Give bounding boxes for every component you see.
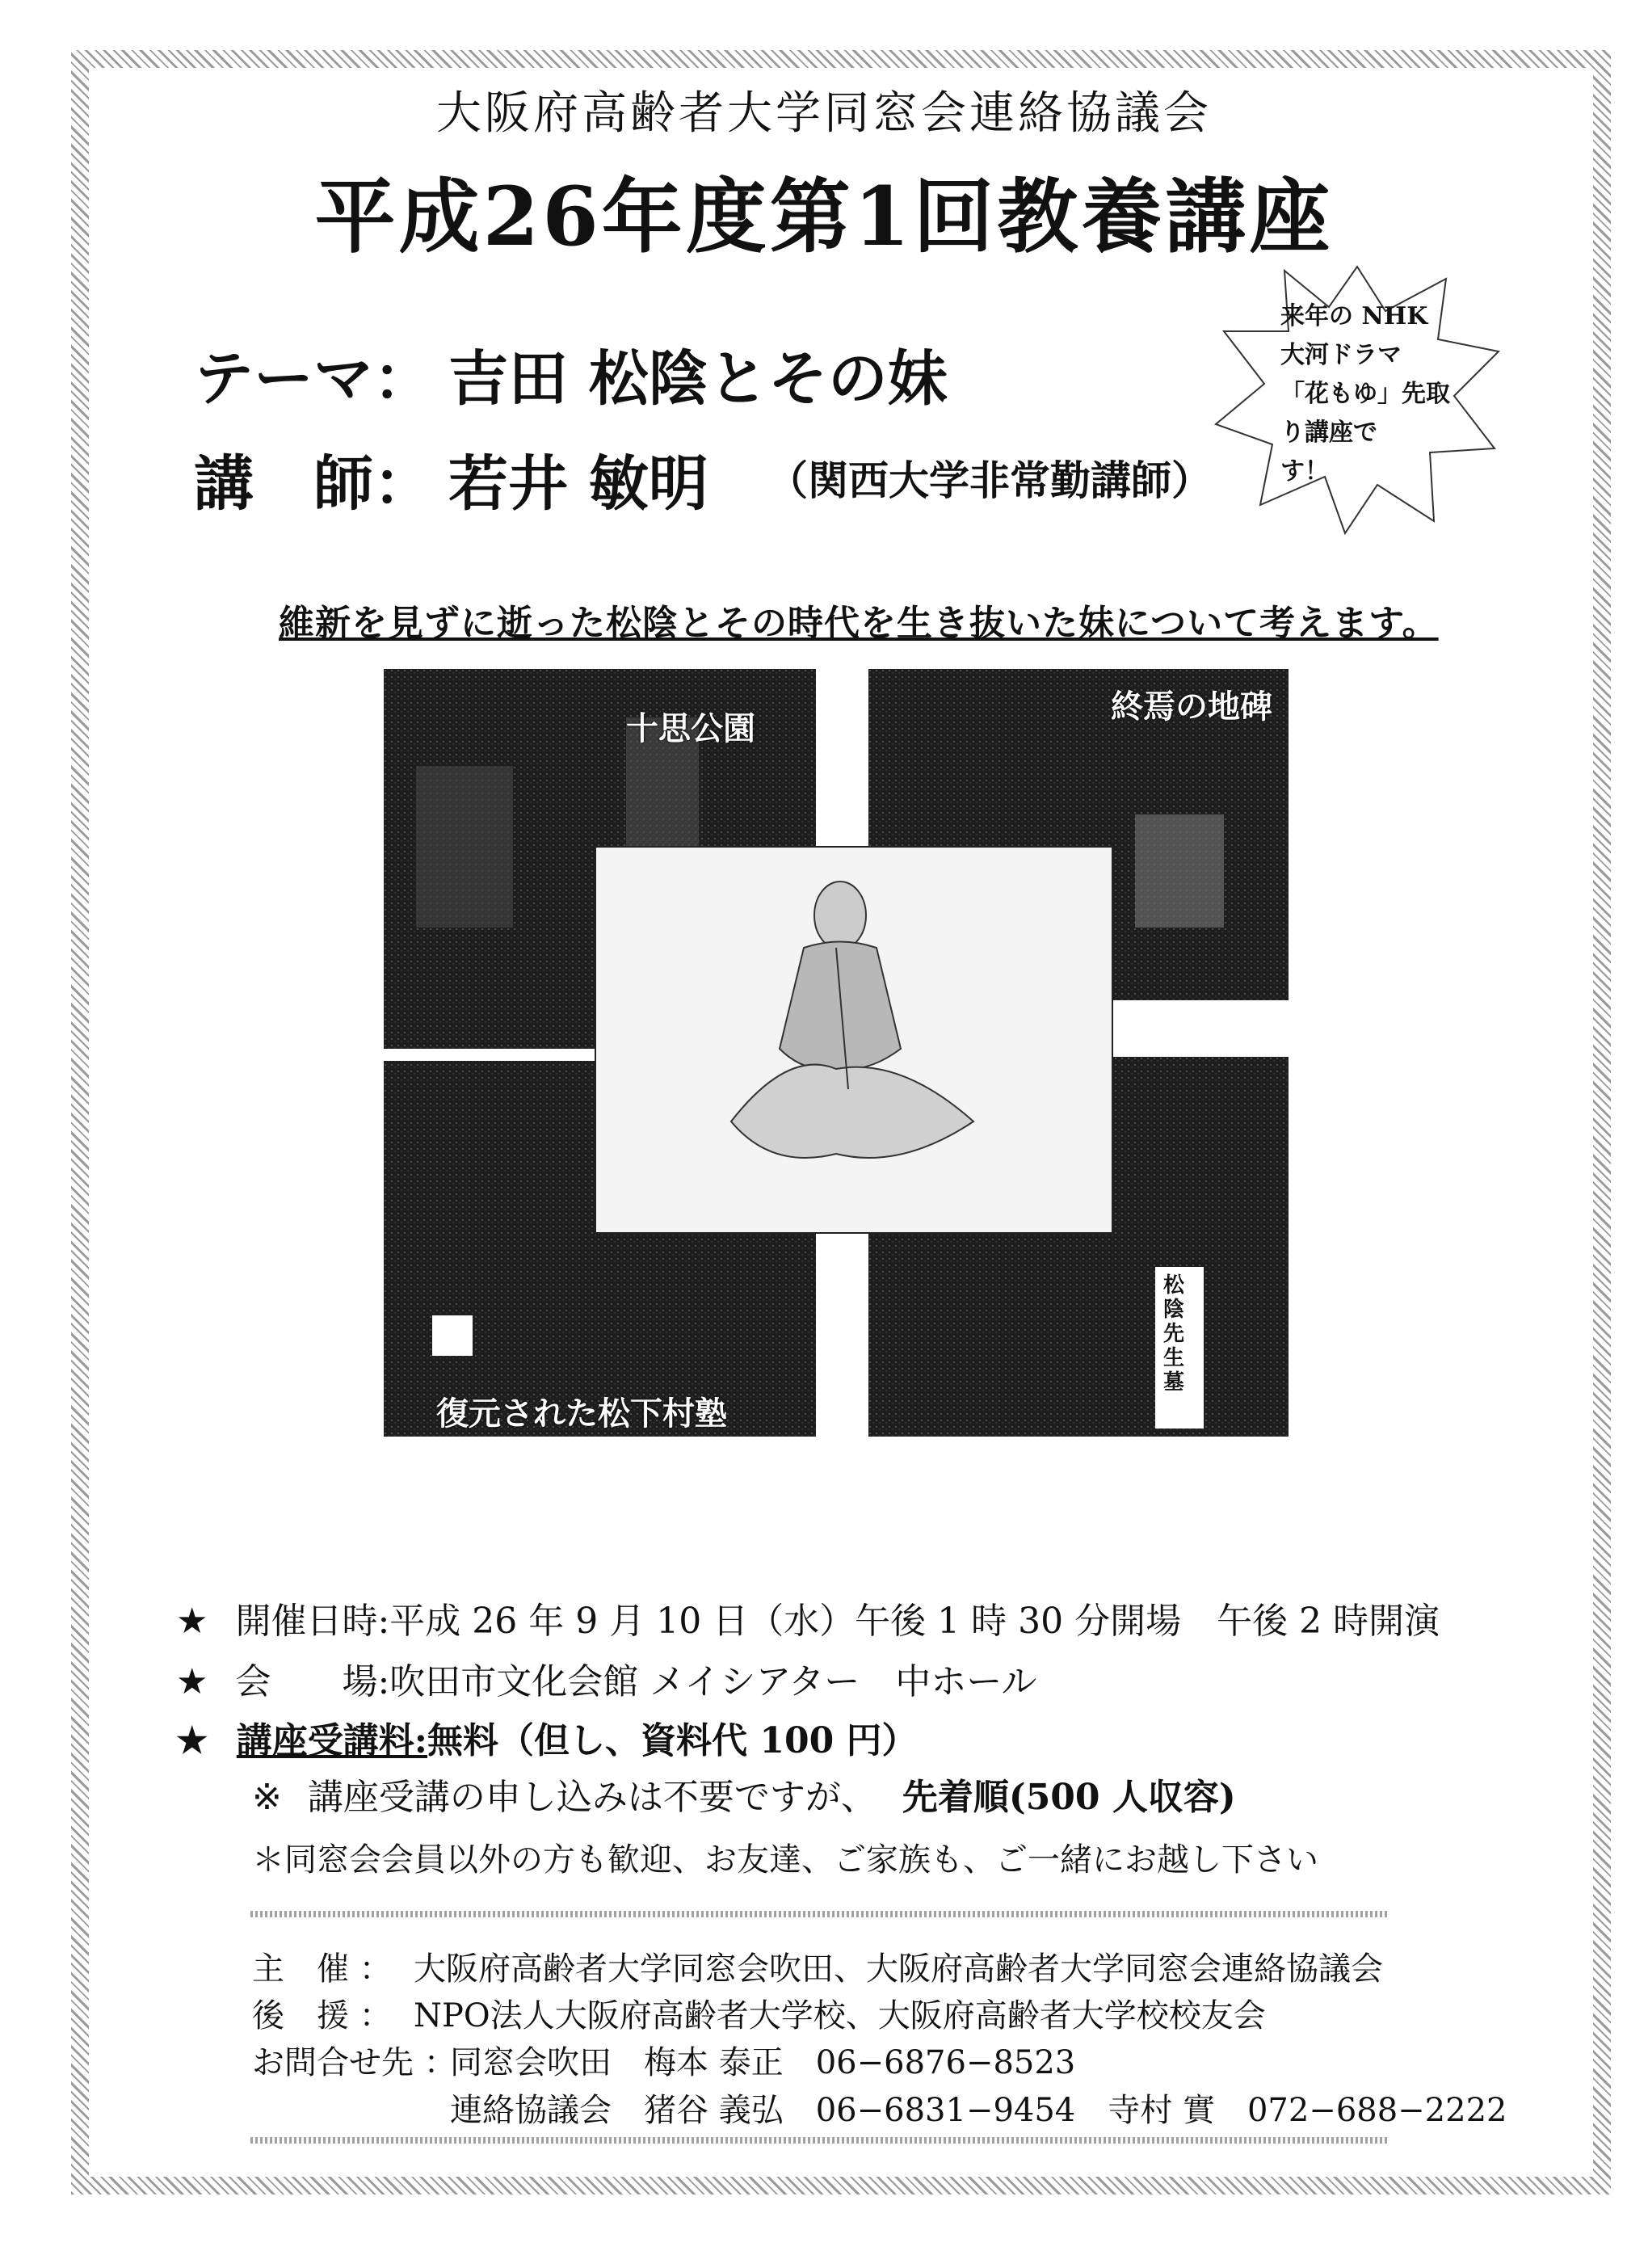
theme-label: テーマ： [194, 344, 433, 414]
collage-svg [384, 669, 1289, 1437]
note-text: 講座受講の申し込みは不要ですが、 [307, 1777, 877, 1818]
star-icon: ★ [176, 1661, 208, 1702]
welcome-note: ＊同窓会会員以外の方も歓迎、お友達、ご家族も、ご一緒にお越し下さい [252, 1841, 1318, 1879]
detail-fee-label: 講座受講料: [236, 1720, 428, 1761]
detail-venue-label: 会 場: [235, 1661, 390, 1702]
support-label: 後 援 ： [252, 1997, 392, 2034]
detail-date-value: 平成 26 年 9 月 10 日（水）午後 1 時 30 分開場 午後 2 時開演 [389, 1601, 1440, 1642]
detail-date-label: 開催日時: [235, 1601, 390, 1642]
detail-fee [176, 1711, 918, 1763]
organization-name: 大阪府高齢者大学同窓会連絡協議会 [436, 87, 1212, 140]
photo-caption: 十思公園 [626, 710, 755, 747]
star-icon: ★ [176, 1601, 208, 1642]
detail-venue-value: 吹田市文化会館 メイシアター 中ホール [389, 1661, 1037, 1702]
footer-support [252, 1990, 1266, 2036]
lecturer-name: 若井 敏明 [448, 449, 708, 519]
page-title: 平成26年度第1回教養講座 [314, 169, 1334, 264]
contact-line-2: 連絡協議会 猪谷 義弘 06−6831−9454 寺村 實 072−688−2222 [450, 2092, 1507, 2129]
footer-contact [252, 2037, 1075, 2083]
photo-caption: 復元された松下村塾 [436, 1395, 727, 1433]
host-value: 大阪府高齢者大学同窓会吹田、大阪府高齢者大学同窓会連絡協議会 [414, 1950, 1383, 1988]
footer-host [252, 1943, 1383, 1989]
theme-value: 吉田 松陰とその妹 [448, 344, 948, 414]
detail-note [252, 1768, 1236, 1820]
callout-line: り講座で [1280, 419, 1377, 447]
detail-fee-value: 無料（但し、資料代 100 円） [427, 1720, 918, 1761]
star-icon: ★ [176, 1720, 208, 1761]
support-value: NPO法人大阪府高齢者大学校、大阪府高齢者大学校校友会 [414, 1997, 1266, 2034]
contact-line-1: 同窓会吹田 梅本 泰正 06−6876−8523 [450, 2044, 1076, 2081]
photo-caption: 終焉の地碑 [1111, 688, 1272, 726]
detail-venue [176, 1652, 1036, 1704]
callout-line: 「花もゆ」先取 [1280, 380, 1450, 408]
callout-line: 来年の NHK [1280, 302, 1428, 330]
callout-line: 大河ドラマ [1280, 341, 1402, 369]
callout-text [1280, 297, 1458, 491]
host-label: 主 催 ： [252, 1950, 392, 1988]
note-bold: 先着順(500 人収容) [902, 1777, 1236, 1818]
divider-bottom [250, 2137, 1389, 2144]
photo-collage [384, 669, 1289, 1437]
callout-line: す！ [1280, 457, 1329, 486]
lecturer-label: 講 師： [194, 449, 433, 519]
note-mark: ※ [252, 1777, 282, 1818]
grave-sign-caption: 松陰先生墓 [1163, 1273, 1185, 1395]
contact-label: お問合せ先 ： [252, 2044, 456, 2081]
divider-top [250, 1911, 1389, 1917]
lecturer-affiliation: （関西大学非常勤講師） [767, 457, 1212, 504]
subtitle: 維新を見ずに逝った松陰とその時代を生き抜いた妹について考えます。 [279, 603, 1439, 644]
detail-date [176, 1592, 1440, 1643]
